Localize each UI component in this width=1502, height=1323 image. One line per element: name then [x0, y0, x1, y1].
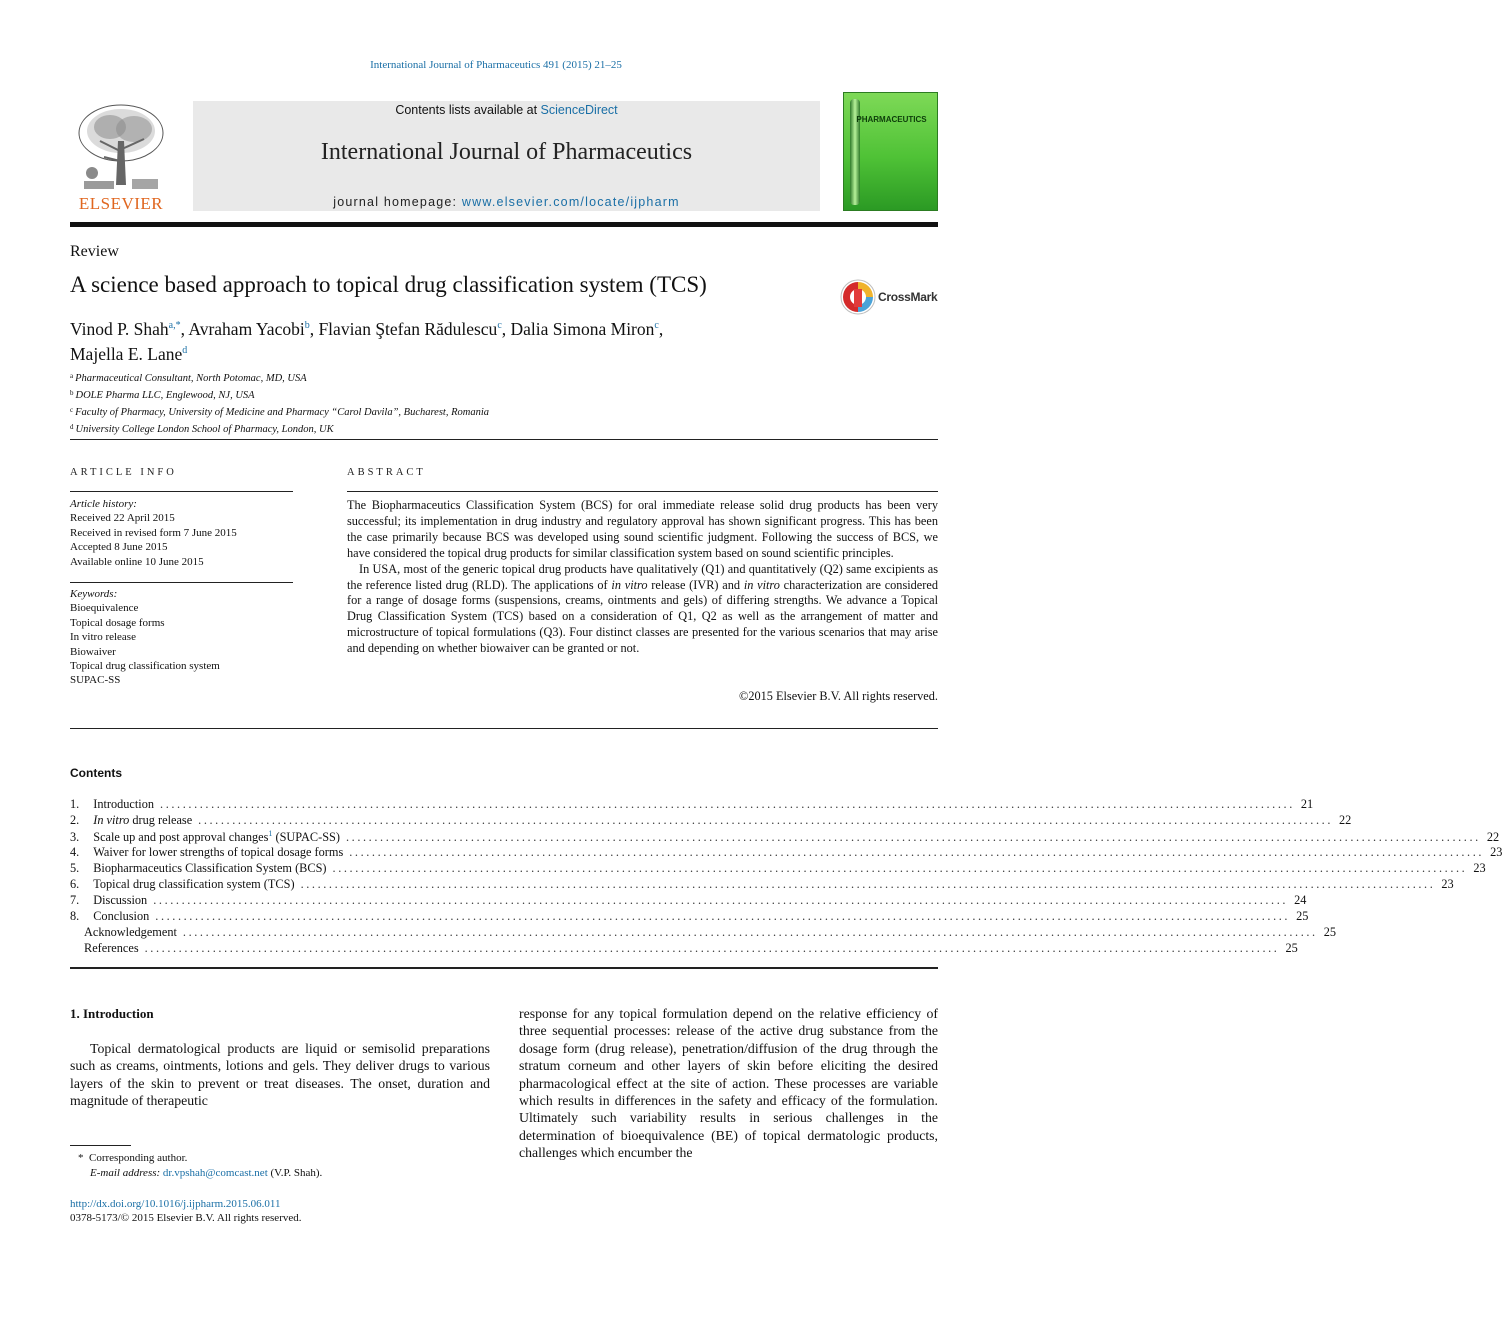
- corresponding-author-note: * Corresponding author.: [78, 1152, 188, 1164]
- author-list: Vinod P. Shah$^{a,*}$, Avraham Yacobi$^b$, Flavian Ştefan Rădulescu$^c$, Dalia Simona Miron$^c$, Majella E. Lane$^d$: [70, 319, 664, 364]
- contents-heading: Contents: [70, 766, 122, 780]
- divider: [347, 491, 938, 492]
- keyword: SUPAC-SS: [70, 674, 121, 687]
- keywords-heading: Keywords:: [70, 588, 118, 600]
- toc-number: 4.: [70, 845, 80, 859]
- body-text-right-column: response for any topical formulation depend on the relative efficiency of three sequential processes: release of the active drug substance from the dosage form (drug release), penetration/diffusion of the drug through the stratum corneum and other layers of skin before eliciting the desired pharmacological effect at the site of action. These processes are variable which results in differences in the safety and efficacy of the formulation. Ultimately such variability results in serious challenges in the determination of bioequivalence (BE) of topical dermatologic products, challenges which encumber the: [519, 1006, 938, 1161]
- history-heading: Article history:: [70, 498, 137, 510]
- contents-available-line: [193, 103, 820, 117]
- toc-number: 6.: [70, 877, 80, 891]
- email-note: E-mail address: dr.vpshah@comcast.net (V.P. Shah).: [90, 1166, 323, 1179]
- toc-leader-dots: ........................................................................................................................................................................................................: [300, 877, 1436, 891]
- toc-row[interactable]: [70, 797, 1314, 813]
- affiliation: $^a$ Pharmaceutical Consultant, North Potomac, MD, USA: [70, 372, 307, 384]
- toc-page-number: 23: [1473, 861, 1486, 875]
- toc-page-number: 22: [1339, 813, 1352, 827]
- author[interactable]: Dalia Simona Miron$^c$: [510, 319, 659, 339]
- divider: [70, 439, 938, 440]
- history-entry: Accepted 8 June 2015: [70, 541, 168, 554]
- history-entry: Available online 10 June 2015: [70, 555, 204, 568]
- toc-title[interactable]: References: [84, 941, 139, 955]
- abstract-heading: ABSTRACT: [347, 467, 426, 478]
- toc-title[interactable]: Biopharmaceutics Classification System (BCS): [93, 861, 327, 875]
- affiliation: $^c$ Faculty of Pharmacy, University of Medicine and Pharmacy “Carol Davila”, Bucharest, Romania: [70, 406, 490, 418]
- toc-number: 8.: [70, 909, 80, 923]
- article-title: A science based approach to topical drug classification system (TCS): [70, 272, 707, 297]
- footnotes: [78, 1151, 322, 1180]
- toc-row[interactable]: [70, 861, 1486, 877]
- author[interactable]: Flavian Ştefan Rădulescu$^c$: [318, 319, 502, 339]
- doi-link[interactable]: http://dx.doi.org/10.1016/j.ijpharm.2015.06.011: [70, 1198, 281, 1210]
- crossmark-label[interactable]: CrossMark: [878, 290, 938, 304]
- body-text-left-column: Topical dermatological products are liquid or semisolid preparations such as creams, ointments, lotions and gels. They deliver drugs to various layers of the skin to prevent or treat diseases. The onset, duration and magnitude of therapeutic: [70, 1041, 490, 1109]
- keyword: Biowaiver: [70, 645, 116, 658]
- homepage-prefix: journal homepage:: [333, 195, 462, 209]
- toc-page-number: 22: [1486, 830, 1500, 845]
- journal-title: International Journal of Pharmaceutics: [320, 139, 693, 165]
- masthead-rule: [70, 222, 938, 227]
- sciencedirect-link[interactable]: ScienceDirect: [540, 103, 618, 117]
- toc-leader-dots: ........................................................................................................................................................................................................: [182, 925, 1318, 939]
- toc-title[interactable]: In vitro drug release: [93, 813, 193, 827]
- toc-title[interactable]: Topical drug classification system (TCS): [93, 877, 295, 891]
- abstract-copyright: ©2015 Elsevier B.V. All rights reserved.: [738, 689, 938, 703]
- keyword: Topical dosage forms: [70, 616, 165, 629]
- toc-title[interactable]: Waiver for lower strengths of topical dosage forms: [93, 845, 344, 859]
- footnote-rule: [70, 1145, 131, 1146]
- abstract-body: [347, 498, 938, 657]
- toc-row[interactable]: [70, 925, 1337, 941]
- toc-row[interactable]: [70, 941, 1298, 957]
- toc-leader-dots: ........................................................................................................................................................................................................: [332, 861, 1468, 875]
- toc-leader-dots: ........................................................................................................................................................................................................: [345, 830, 1481, 845]
- toc-page-number: 21: [1300, 797, 1314, 811]
- history-entry: Received in revised form 7 June 2015: [70, 526, 237, 539]
- affiliation: $^d$ University College London School of Pharmacy, London, UK: [70, 423, 334, 435]
- toc-number: 3.: [70, 830, 80, 845]
- toc-page-number: 23: [1441, 877, 1454, 891]
- keyword: Topical drug classification system: [70, 660, 220, 673]
- divider: [70, 582, 293, 583]
- email-link[interactable]: dr.vpshah@comcast.net: [162, 1166, 268, 1179]
- toc-page-number: 25: [1285, 941, 1298, 955]
- journal-citation[interactable]: International Journal of Pharmaceutics 491 (2015) 21–25: [370, 59, 622, 71]
- cover-title: PHARMACEUTICS: [856, 115, 927, 124]
- elsevier-wordmark: ELSEVIER: [78, 194, 164, 213]
- history-entry: Received 22 April 2015: [70, 512, 175, 525]
- journal-homepage-line: [193, 195, 820, 209]
- affiliation: $^b$ DOLE Pharma LLC, Englewood, NJ, USA: [70, 389, 255, 401]
- toc-number: 2.: [70, 813, 80, 827]
- toc-row[interactable]: [70, 829, 1500, 845]
- issn-line: 0378-5173/© 2015 Elsevier B.V. All rights reserved.: [70, 1212, 302, 1224]
- toc-number: 1.: [70, 797, 80, 811]
- affiliations: [70, 369, 489, 437]
- divider: [70, 728, 938, 729]
- section-heading-introduction: 1. Introduction: [70, 1006, 154, 1021]
- toc-number: 5.: [70, 861, 80, 875]
- keyword: Bioequivalence: [70, 602, 139, 615]
- author[interactable]: Avraham Yacobi$^b$: [188, 319, 310, 339]
- keyword: In vitro release: [70, 631, 136, 644]
- toc-leader-dots: ........................................................................................................................................................................................................: [198, 813, 1333, 827]
- homepage-link[interactable]: www.elsevier.com/locate/ijpharm: [461, 195, 680, 209]
- article-info-heading: ARTICLE INFO: [70, 467, 177, 478]
- article-type: Review: [70, 243, 119, 260]
- toc-row[interactable]: [70, 877, 1454, 893]
- toc-leader-dots: ........................................................................................................................................................................................................: [153, 893, 1289, 907]
- toc-title[interactable]: Introduction: [93, 797, 155, 811]
- toc-page-number: 25: [1296, 909, 1309, 923]
- toc-footnote-marker[interactable]: 1: [268, 829, 273, 838]
- toc-leader-dots: ........................................................................................................................................................................................................: [144, 941, 1280, 955]
- divider: [70, 491, 293, 492]
- toc-title[interactable]: Scale up and post approval changes$^1$ (SUPAC-SS): [93, 829, 340, 845]
- toc-page-number: 24: [1294, 893, 1307, 907]
- table-of-contents: [70, 797, 1502, 957]
- article-history: [70, 497, 237, 569]
- contents-prefix: Contents lists available at: [395, 103, 541, 117]
- toc-number: 7.: [70, 893, 80, 907]
- author[interactable]: Vinod P. Shah$^{a,*}$: [70, 319, 181, 339]
- toc-title[interactable]: Discussion: [93, 893, 148, 907]
- toc-title[interactable]: Acknowledgement: [84, 925, 177, 939]
- journal-cover-thumbnail[interactable]: [843, 92, 938, 211]
- keywords: [70, 587, 220, 688]
- toc-row[interactable]: [70, 813, 1352, 829]
- author[interactable]: Majella E. Lane$^d$: [70, 344, 188, 364]
- toc-page-number: 25: [1323, 925, 1337, 939]
- abstract-paragraph: In USA, most of the generic topical drug products have qualitatively (Q1) and quantitatively (Q2) same excipients as the reference listed drug (RLD). The applications of in vitro release (IVR) and in vitro characterization are considered for a range of dosage forms (suspensions, creams, ointments and gels) of differing strengths. We advance a Topical Drug Classification System (TCS) based on a consideration of Q1, Q2 as well as the arrangement of matter and microstructure of topical formulations (Q3). Four distinct classes are presented for the various scenarios that may arise and depending on whether biowaiver can be granted or not.: [347, 561, 938, 656]
- toc-leader-dots: ........................................................................................................................................................................................................: [160, 797, 1295, 811]
- abstract-paragraph: The Biopharmaceutics Classification System (BCS) for oral immediate release solid drug products has been very successful; its implementation in drug industry and regulatory approval has shown significant progress. This has been the case primarily because BCS was developed using sound scientific judgment. Following the success of BCS, we have considered the topical drug products for similar classification system based on sound scientific principles.: [347, 498, 938, 560]
- toc-page-number: 23: [1490, 845, 1502, 859]
- toc-title[interactable]: Conclusion: [93, 909, 150, 923]
- divider: [70, 967, 938, 969]
- toc-row[interactable]: [70, 893, 1307, 909]
- toc-leader-dots: ........................................................................................................................................................................................................: [349, 845, 1485, 859]
- toc-row[interactable]: [70, 845, 1502, 861]
- asterisk-marker: *: [78, 1152, 89, 1164]
- toc-leader-dots: ........................................................................................................................................................................................................: [155, 909, 1291, 923]
- toc-row[interactable]: [70, 909, 1309, 925]
